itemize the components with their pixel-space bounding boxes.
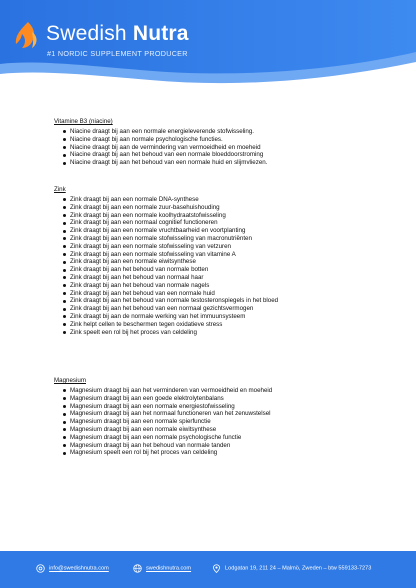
footer-email-link[interactable]: info@swedishnutra.com [49,565,109,572]
brand-logo-icon [14,20,42,50]
brand-name: Swedish Nutra [46,22,189,45]
list-item: Niacine draagt bij aan normale psychologische functies. [63,136,384,144]
list-item: Zink draagt bij aan een normale DNA-synthese [63,196,384,204]
bullet-list [54,128,384,167]
bullet-icon [63,269,66,272]
list-item: Zink draagt bij aan een normale stofwisseling van vitamine A [63,251,384,259]
list-item: Magnesium draagt bij aan een normale spierfunctie [63,418,384,426]
list-item: Magnesium draagt bij aan het verminderen van vermoeidheid en moeheid [63,387,384,395]
bullet-icon [63,222,66,225]
bullet-icon [63,154,66,157]
bullet-icon [63,214,66,217]
list-item: Magnesium draagt bij aan een normale eiwitsynthese [63,426,384,434]
bullet-icon [63,421,66,424]
bullet-icon [63,261,66,264]
section-title: Magnesium [54,377,86,384]
section-title: Vitamine B3 (niacine) [54,118,113,125]
bullet-icon [63,428,66,431]
list-item: Zink draagt bij aan het behoud van normale botten [63,266,384,274]
bullet-icon [63,206,66,209]
list-item: Magnesium draagt bij aan het behoud van normale tanden [63,442,384,450]
list-item: Zink draagt bij aan een normale zuur-basehuishouding [63,204,384,212]
footer-website-link[interactable]: swedishnutra.com [146,565,192,572]
bullet-icon [63,130,66,133]
section-magnesium [54,376,384,457]
bullet-icon [63,397,66,400]
bullet-icon [63,284,66,287]
bullet-icon [63,315,66,318]
location-pin-icon [212,564,221,573]
bullet-list [54,387,384,457]
list-item: Zink draagt bij aan een normaal cognitief functioneren [63,219,384,227]
page-header [0,0,416,92]
header-wave-background [0,0,416,92]
bullet-icon [63,405,66,408]
list-item: Zink draagt bij aan het behoud van een normale huid [63,290,384,298]
footer-website[interactable] [133,564,191,573]
list-item: Zink draagt bij aan een normale eiwitsynthese [63,258,384,266]
bullet-icon [63,452,66,455]
list-item: Magnesium draagt bij aan een goede elektrolytenbalans [63,395,384,403]
list-item: Magnesium draagt bij aan het normaal functioneren van het zenuwstelsel [63,410,384,418]
bullet-icon [63,138,66,141]
page-footer [0,551,416,588]
bullet-icon [63,436,66,439]
list-item: Zink draagt bij aan een normale stofwisseling van vetzuren [63,243,384,251]
bullet-icon [63,146,66,149]
bullet-icon [63,253,66,256]
bullet-icon [63,300,66,303]
list-item: Zink draagt bij aan het behoud van normaal haar [63,274,384,282]
section-zink [54,185,384,336]
list-item: Zink draagt bij aan een normale vruchtbaarheid en voortplanting [63,227,384,235]
bullet-icon [63,198,66,201]
at-icon [36,564,45,573]
bullet-icon [63,308,66,311]
footer-email[interactable] [36,564,109,573]
list-item: Niacine draagt bij aan het behoud van een normale bloeddoorstroming [63,151,384,159]
list-item: Zink draagt bij aan een normale koolhydraatstofwisseling [63,212,384,220]
bullet-icon [63,444,66,447]
list-item: Magnesium draagt bij aan een normale psychologische functie [63,434,384,442]
bullet-icon [63,237,66,240]
bullet-icon [63,413,66,416]
footer-address-text: Lodgatan 19, 211 24 – Malmö, Zweden – btw 559133-7273 [225,565,372,572]
footer-address [212,564,371,573]
bullet-icon [63,245,66,248]
list-item: Magnesium draagt bij aan een normale energiestofwisseling [63,403,384,411]
list-item: Magnesium speelt een rol bij het proces van celdeling [63,449,384,457]
bullet-icon [63,292,66,295]
bullet-icon [63,230,66,233]
globe-icon [133,564,142,573]
list-item: Zink draagt bij aan het behoud van een normaal gezichtsvermogen [63,305,384,313]
bullet-list [54,196,384,336]
list-item: Niacine draagt bij aan een normale energieleverende stofwisseling. [63,128,384,136]
section-title: Zink [54,186,66,193]
list-item: Niacine draagt bij aan het behoud van een normale huid en slijmvliezen. [63,159,384,167]
list-item: Zink draagt bij aan de normale werking van het immuunsysteem [63,313,384,321]
bullet-icon [63,331,66,334]
section-niacine [54,117,384,167]
list-item: Zink helpt cellen te beschermen tegen oxidatieve stress [63,321,384,329]
bullet-icon [63,162,66,165]
bullet-icon [63,276,66,279]
list-item: Zink draagt bij aan het behoud van normale nagels [63,282,384,290]
list-item: Zink draagt bij aan het behoud van normale testosteronspiegels in het bloed [63,297,384,305]
list-item: Zink speelt een rol bij het proces van celdeling [63,329,384,337]
list-item: Niacine draagt bij aan de vermindering van vermoeidheid en moeheid [63,144,384,152]
list-item: Zink draagt bij aan een normale stofwisseling van macronutriënten [63,235,384,243]
bullet-icon [63,389,66,392]
brand-tagline: #1 NORDIC SUPPLEMENT PRODUCER [47,49,188,58]
bullet-icon [63,323,66,326]
